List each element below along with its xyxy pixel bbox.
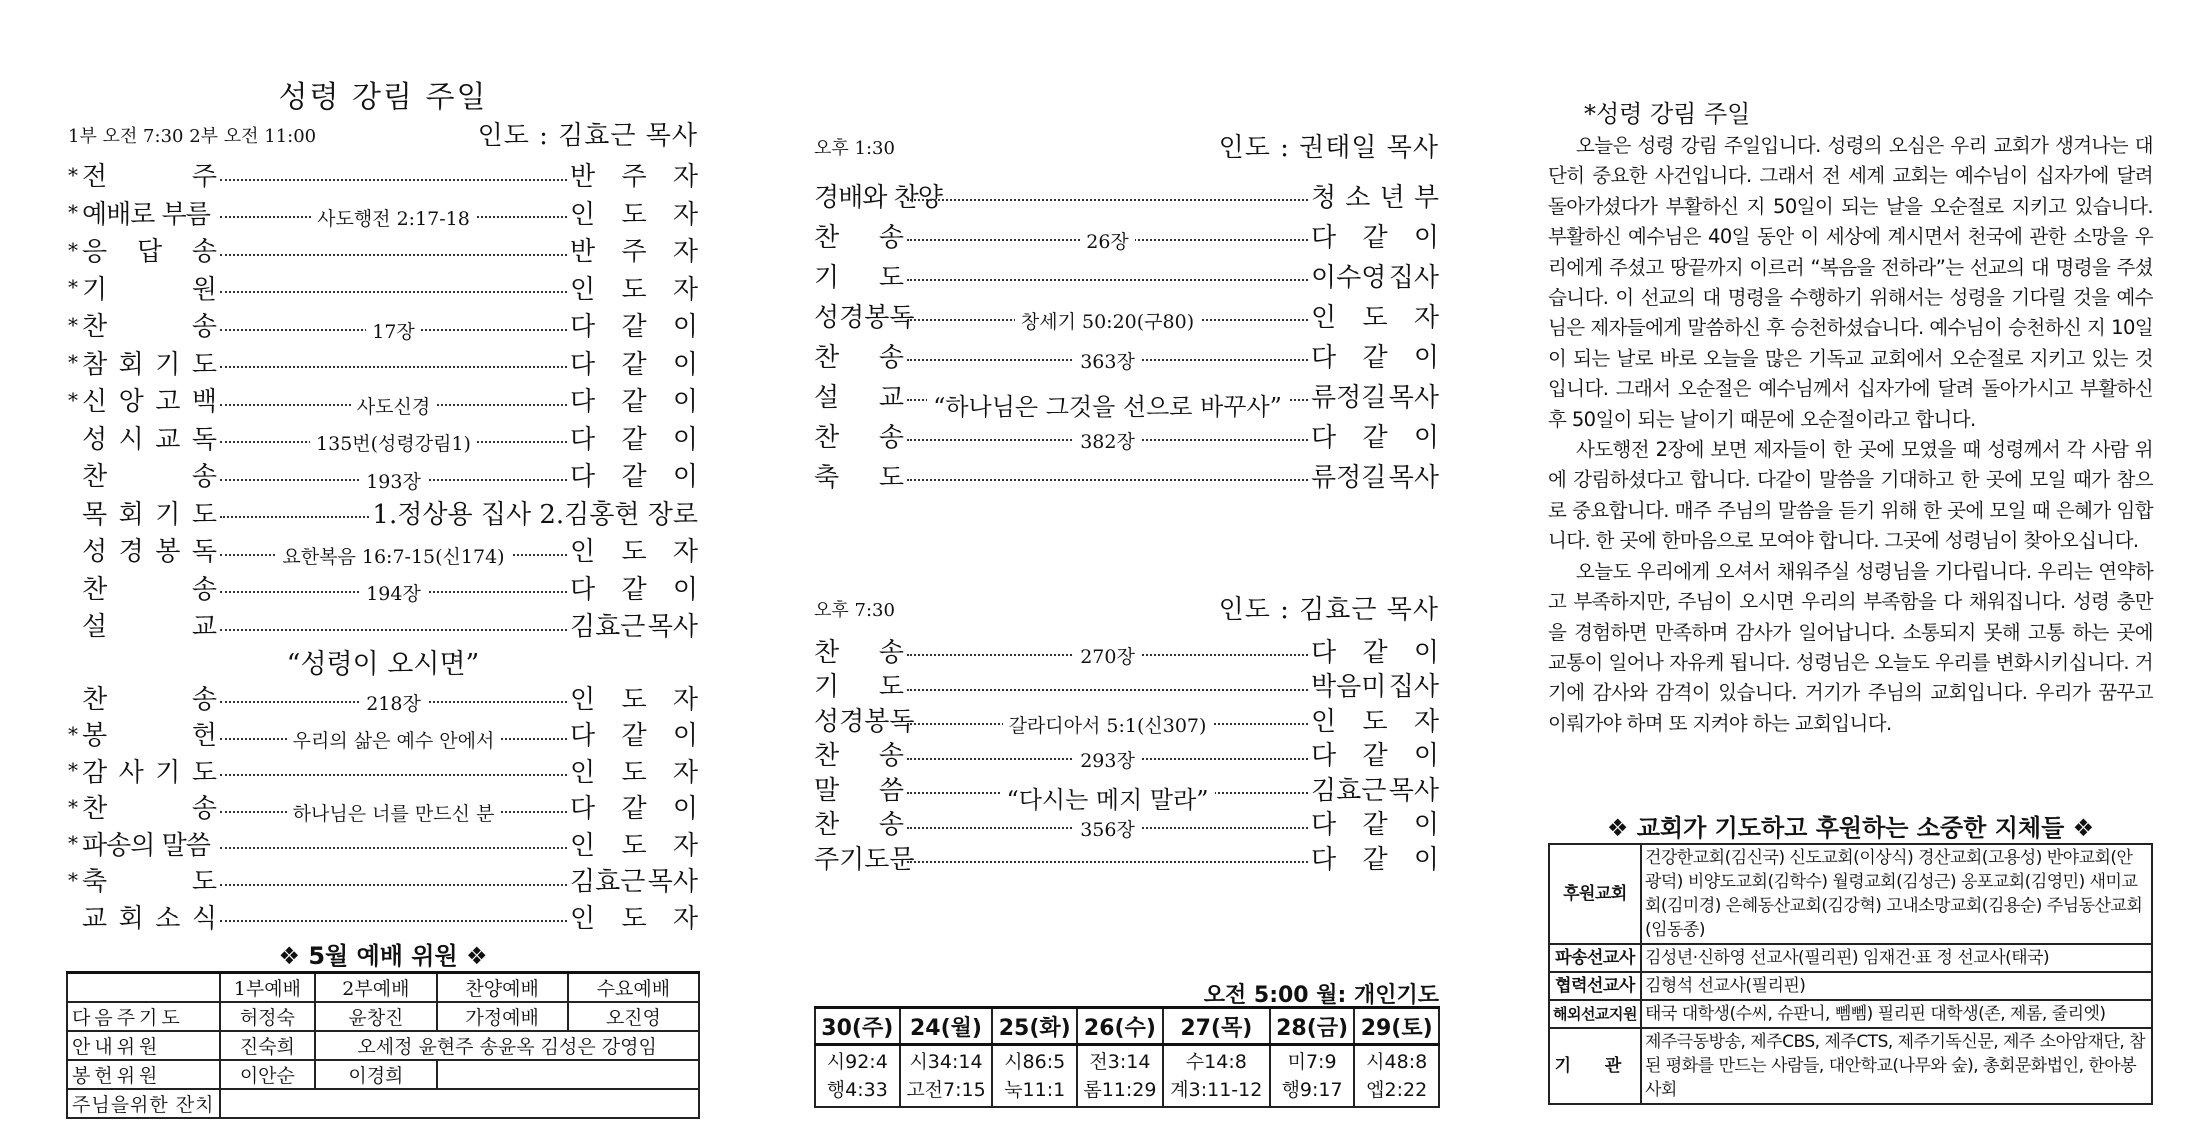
order-person: 김효근 목사 xyxy=(570,867,698,898)
order-person: 류정길 목사 xyxy=(1311,382,1439,413)
standing-mark: * xyxy=(68,831,78,856)
leader-dots xyxy=(220,320,567,343)
order-detail: 17장 xyxy=(366,317,421,344)
order-detail: 293장 xyxy=(1074,746,1141,773)
leader-dots xyxy=(907,646,1308,669)
standing-mark: * xyxy=(68,200,78,225)
order-row xyxy=(814,702,1439,737)
day-header: 25(화) xyxy=(992,1008,1077,1045)
order-item: 찬 송 xyxy=(814,637,904,668)
order-person: 반 주 자 xyxy=(570,162,698,193)
order-person: 다 같 이 xyxy=(570,462,698,493)
order-row xyxy=(68,716,698,753)
leader-dots xyxy=(220,847,567,849)
reading-line: 눅11:1 xyxy=(1004,1079,1066,1101)
order-detail: “하나님은 그것을 선으로 바꾸사” xyxy=(927,387,1288,422)
day-header: 30(주) xyxy=(815,1008,900,1045)
duty-cell: 윤창진 xyxy=(315,1002,436,1031)
order-detail: 사도행전 2:17-18 xyxy=(311,204,476,231)
leader-dots xyxy=(220,470,567,493)
leader-dots xyxy=(907,311,1308,333)
order-detail: 요한복음 16:7-15(신174) xyxy=(276,542,510,569)
order-person: 인 도 자 xyxy=(570,684,698,715)
order-item: 주 기 도 문 xyxy=(814,844,915,875)
standing-mark: * xyxy=(68,794,78,819)
essay-title: *성령 강림 주일 xyxy=(1584,100,1751,128)
order-detail: 하나님은 너를 만드신 분 xyxy=(287,799,501,826)
reading-line: 고전7:15 xyxy=(906,1079,986,1101)
duty-row xyxy=(67,1031,699,1060)
order-row xyxy=(814,215,1439,255)
order-item: 성 시 교 독 xyxy=(82,424,217,455)
order-person: 다 같 이 xyxy=(1311,741,1439,772)
order-row xyxy=(68,344,698,382)
duty-header: 찬양예배 xyxy=(437,973,568,1003)
day-reading xyxy=(992,1045,1077,1108)
duty-title: ❖ 5월 예배 위원 ❖ xyxy=(278,942,488,970)
reading-line: 시92:4 xyxy=(826,1051,888,1073)
leader-dots xyxy=(220,208,567,231)
order-item: 찬 송 xyxy=(814,342,904,373)
mission-value: 김성년·신하영 선교사(필리핀) 임재건·표 정 선교사(태국) xyxy=(1641,944,2152,972)
order-person: 인 도 자 xyxy=(570,274,698,305)
mission-key: 협력선교사 xyxy=(1549,972,1641,1000)
worship-order-part2 xyxy=(68,679,698,935)
order-item: 찬 송 xyxy=(814,810,904,841)
order-item: 찬 송 xyxy=(82,312,217,343)
order-item: 설 교 xyxy=(82,612,217,643)
reading-line: 행4:33 xyxy=(826,1079,888,1101)
mission-value: 김형석 선교사(필리핀) xyxy=(1641,972,2152,1000)
standing-mark: * xyxy=(68,162,78,187)
reading-line: 계3:11-12 xyxy=(1170,1079,1263,1101)
order-person: 다 같 이 xyxy=(570,424,698,455)
duty-cell: 오세정 윤현주 송윤옥 김성은 강영임 xyxy=(315,1031,699,1060)
service-times: 1부 오전 7:30 2부 오전 11:00 xyxy=(68,126,317,147)
order-person: 다 같 이 xyxy=(570,349,698,380)
order-person: 다 같 이 xyxy=(1311,342,1439,373)
order-row xyxy=(68,419,698,457)
order-person: 1.정상용 집사 2.김홍현 장로 xyxy=(372,499,698,530)
order-row xyxy=(68,269,698,307)
order-row xyxy=(68,789,698,826)
duty-table xyxy=(66,971,700,1119)
leader-dots xyxy=(220,516,369,518)
reading-line: 시86:5 xyxy=(1004,1051,1066,1073)
duty-row xyxy=(67,1089,699,1118)
mission-row xyxy=(1549,972,2152,1000)
standing-mark: * xyxy=(68,237,78,262)
order-row xyxy=(814,375,1439,421)
day-reading xyxy=(1077,1045,1163,1108)
duty-cell: 진숙희 xyxy=(220,1031,316,1060)
day-header: 24(월) xyxy=(900,1008,993,1045)
afternoon-order xyxy=(814,175,1439,495)
order-person: 인 도 자 xyxy=(570,199,698,230)
leader-dots xyxy=(907,351,1308,373)
order-item: 축 도 xyxy=(814,462,904,493)
day-reading xyxy=(815,1045,900,1108)
duty-cell xyxy=(437,1060,699,1089)
order-item: 경배와 찬양 xyxy=(814,182,942,213)
order-row xyxy=(814,295,1439,335)
order-detail: 우리의 삶은 예수 안에서 xyxy=(287,726,501,753)
order-item: 찬 송 xyxy=(82,684,217,715)
morning-service-header xyxy=(68,118,698,152)
essay-paragraph: 오늘도 우리에게 오셔서 채워주실 성령님을 기다립니다. 우리는 연약하고 부족하지만, 주님이 오시면 우리의 부족함을 다 채워집니다. 성령 충만을 경험하면 만족하며 감사가 일어납니다. 소통되지 못해 고통 하는 곳에 교통이 일어나 자유케 됩니다. 성령님은 오늘도 우리를 변화시키십니다. 거기에 감사와 감격이 있습니다. 거기가 주님의 교회입니다. 우리가 꿈꾸고 이뤄가야 하며 또 지켜야 하는 교회입니다. xyxy=(1548,559,2153,735)
leader-dots xyxy=(907,749,1308,772)
duty-row xyxy=(67,1002,699,1031)
order-item: 봉 헌 xyxy=(82,721,217,752)
order-person: 다 같 이 xyxy=(570,387,698,418)
standing-mark: * xyxy=(68,275,78,300)
order-item: 성 경 봉 독 xyxy=(814,706,915,737)
order-row xyxy=(68,456,698,494)
day-reading xyxy=(1163,1045,1270,1108)
mission-title: ❖ 교회가 기도하고 후원하는 소중한 지체들 ❖ xyxy=(1606,814,2095,842)
duty-label: 봉헌위원 xyxy=(67,1060,220,1089)
order-item: 설 교 xyxy=(814,382,904,413)
order-item: 찬 송 xyxy=(82,574,217,605)
order-person: 다 같 이 xyxy=(1311,637,1439,668)
duty-cell: 이경희 xyxy=(315,1060,436,1089)
duty-label: 주님을위한 잔치 xyxy=(67,1089,220,1118)
day-header-row xyxy=(815,1008,1439,1045)
order-row xyxy=(68,231,698,269)
order-person: 다 같 이 xyxy=(570,794,698,825)
day-reading xyxy=(900,1045,993,1108)
order-row xyxy=(814,255,1439,295)
daily-reading-table xyxy=(814,1006,1440,1108)
service-title: 성령 강림 주일 xyxy=(278,80,488,115)
order-person: 다 같 이 xyxy=(1311,844,1439,875)
standing-mark: * xyxy=(68,387,78,412)
order-person: 다 같 이 xyxy=(1311,422,1439,453)
duty-header: 2부예배 xyxy=(315,973,436,1003)
leader-dots xyxy=(907,689,1308,691)
leader-dots xyxy=(220,291,567,293)
service-leader: 인도 : 김효근 목사 xyxy=(477,121,698,151)
duty-cell: 허정숙 xyxy=(220,1002,316,1031)
order-person: 인 도 자 xyxy=(570,830,698,861)
leader-dots xyxy=(220,693,567,716)
duty-cell: 이안순 xyxy=(220,1060,316,1089)
order-person: 다 같 이 xyxy=(1311,810,1439,841)
order-item: 교 회 소 식 xyxy=(82,903,217,934)
mission-value: 건강한교회(김신국) 신도교회(이상식) 경산교회(고용성) 반야교회(안광덕) 비양도교회(김학수) 월령교회(김성근) 옹포교회(김영민) 새미교회(김미경) 은혜동산교회(김강혁) 고내소망교회(김용순) 주님동산교회(임동종) xyxy=(1641,844,2152,944)
essay-paragraph: 사도행전 2장에 보면 제자들이 한 곳에 모였을 때 성령께서 각 사람 위에 강림하셨다고 합니다. 다같이 말씀을 기대하고 한 곳에 모일 때가 참으로 중요합니다. 매주 주님의 말씀을 듣기 위해 한 곳에 모일 때 은혜가 임합니다. 한 곳에 한마음으로 모여야 합니다. 그곳에 성령님이 찾아오십니다. xyxy=(1548,438,2153,553)
order-detail: 사도신경 xyxy=(351,392,436,419)
order-row xyxy=(814,633,1439,668)
order-person: 다 같 이 xyxy=(570,574,698,605)
leader-dots xyxy=(220,254,567,256)
duty-header: 1부예배 xyxy=(220,973,316,1003)
order-item: 찬 송 xyxy=(814,741,904,772)
reading-line: 수14:8 xyxy=(1185,1051,1247,1073)
order-row xyxy=(68,898,698,935)
order-person: 다 같 이 xyxy=(570,312,698,343)
leader-dots xyxy=(220,583,567,606)
order-detail: 193장 xyxy=(360,467,427,494)
order-row xyxy=(814,335,1439,375)
leader-dots xyxy=(907,786,1308,815)
duty-cell xyxy=(220,1089,699,1118)
order-row xyxy=(814,175,1439,215)
order-detail: 26장 xyxy=(1080,227,1135,254)
duty-header: 수요예배 xyxy=(568,973,699,1003)
leader-dots xyxy=(907,431,1308,453)
order-row xyxy=(68,194,698,232)
leader-dots xyxy=(220,366,567,368)
order-row xyxy=(68,494,698,532)
order-item: 목 회 기 도 xyxy=(82,499,217,530)
leader-dots xyxy=(220,802,567,825)
duty-row xyxy=(67,1060,699,1089)
mission-row xyxy=(1549,944,2152,972)
order-row xyxy=(68,752,698,789)
afternoon-leader: 인도 : 권태일 목사 xyxy=(1218,133,1439,163)
order-detail: 218장 xyxy=(360,689,427,716)
evening-time: 오후 7:30 xyxy=(814,600,895,621)
order-person: 인 도 자 xyxy=(1311,302,1439,333)
leader-dots xyxy=(907,818,1308,841)
order-row xyxy=(814,737,1439,772)
mission-value: 태국 대학생(수씨, 슈판니, 뻼뻼) 필리핀 대학생(존, 제롬, 줄리엣) xyxy=(1641,1000,2152,1028)
order-item: 예배로 부름 xyxy=(82,199,210,230)
dawn-prayer-heading: 오전 5:00 월: 개인기도 xyxy=(1203,983,1439,1008)
order-row xyxy=(814,771,1439,815)
leader-dots xyxy=(220,729,567,752)
leader-dots xyxy=(220,774,567,776)
standing-mark: * xyxy=(68,758,78,783)
order-item: 말 씀 xyxy=(814,775,904,806)
mission-key: 기 관 xyxy=(1549,1028,1641,1104)
day-reading xyxy=(1354,1045,1439,1108)
order-item: 찬 송 xyxy=(814,422,904,453)
order-item: 찬 송 xyxy=(82,794,217,825)
evening-order xyxy=(814,633,1439,875)
duty-cell: 가정예배 xyxy=(437,1002,568,1031)
leader-dots xyxy=(220,545,567,568)
order-person: 이수영 집사 xyxy=(1311,262,1439,293)
duty-label: 안내위원 xyxy=(67,1031,220,1060)
afternoon-service-header xyxy=(814,130,1439,164)
reading-line: 롬11:29 xyxy=(1083,1079,1157,1101)
leader-dots xyxy=(220,884,567,886)
order-item: 감 사 기 도 xyxy=(82,757,217,788)
order-item: 성 경 봉 독 xyxy=(814,302,915,333)
essay-body xyxy=(1548,131,2153,739)
order-row xyxy=(68,531,698,569)
order-item: 응 답 송 xyxy=(82,237,217,268)
mission-key: 파송선교사 xyxy=(1549,944,1641,972)
order-person: 다 같 이 xyxy=(570,721,698,752)
sermon-title: “성령이 오시면” xyxy=(286,649,480,680)
order-row xyxy=(68,156,698,194)
order-row xyxy=(68,825,698,862)
order-item: 파송의 말씀 xyxy=(82,830,210,861)
order-detail: 창세기 50:20(구80) xyxy=(1015,307,1200,334)
essay-paragraph: 오늘은 성령 강림 주일입니다. 성령의 오심은 우리 교회가 생겨나는 대단히 중요한 사건입니다. 그래서 전 세계 교회는 예수님이 십자가에 달려 돌아가셨다가 부활하신 지 50일이 되는 날을 오순절로 지키고 있습니다. 부활하신 예수님은 40일 동안 이 세상에 계시면서 천국에 관한 소망을 우리에게 주셨고 땅끝까지 이르러 “복음을 전하라”는 선교의 대 명령을 주셨습니다. 이 선교의 대 명령을 수행하기 위해서는 성령을 기다릴 것을 예수님은 제자들에게 말씀하신 후 승천하셨습니다. 예수님이 승천하신 지 10일이 되는 날로 바로 오늘을 많은 기독교 교회에서 오순절로 지키고 있는 것입니다. 그래서 오순절은 예수님께서 십자가에 달려 돌아가시고 부활하신 후 50일이 되는 날이기 때문에 오순절이라고 합니다. xyxy=(1548,134,2153,431)
order-detail: “다시는 메지 말라” xyxy=(1000,780,1214,815)
order-detail: 194장 xyxy=(360,579,427,606)
order-item: 참 회 기 도 xyxy=(82,349,217,380)
worship-order-part1 xyxy=(68,156,698,644)
reading-line: 미7:9 xyxy=(1287,1051,1337,1073)
leader-dots xyxy=(220,395,567,418)
order-person: 인 도 자 xyxy=(570,537,698,568)
order-detail: 갈라디아서 5:1(신307) xyxy=(1003,711,1213,738)
duty-header-blank xyxy=(67,973,220,1003)
leader-dots xyxy=(907,861,1308,863)
standing-mark: * xyxy=(68,721,78,746)
mission-key: 후원교회 xyxy=(1549,844,1641,944)
order-item: 기 도 xyxy=(814,672,904,703)
order-detail: 270장 xyxy=(1074,642,1141,669)
order-item: 기 원 xyxy=(82,274,217,305)
day-header: 29(토) xyxy=(1354,1008,1439,1045)
leader-dots xyxy=(907,479,1308,481)
standing-mark: * xyxy=(68,312,78,337)
duty-label: 다음주기도 xyxy=(67,1002,220,1031)
order-item: 찬 송 xyxy=(82,462,217,493)
order-person: 박음미 집사 xyxy=(1311,672,1439,703)
reading-line: 전3:14 xyxy=(1089,1051,1151,1073)
leader-dots xyxy=(907,715,1308,738)
mission-row xyxy=(1549,1028,2152,1104)
leader-dots xyxy=(220,920,567,922)
order-item: 성 경 봉 독 xyxy=(82,537,217,568)
afternoon-time: 오후 1:30 xyxy=(814,138,895,159)
day-reading-row xyxy=(815,1045,1439,1108)
evening-service-header xyxy=(814,592,1439,626)
reading-line: 시48:8 xyxy=(1366,1051,1428,1073)
order-item: 신 앙 고 백 xyxy=(82,387,217,418)
evening-leader: 인도 : 김효근 목사 xyxy=(1218,595,1439,625)
mission-table xyxy=(1548,843,2153,1105)
order-row xyxy=(68,862,698,899)
order-row xyxy=(68,569,698,607)
order-person: 류정길 목사 xyxy=(1311,462,1439,493)
order-item: 축 도 xyxy=(82,867,217,898)
order-row xyxy=(68,381,698,419)
order-person: 김효근 목사 xyxy=(570,612,698,643)
day-header: 26(수) xyxy=(1077,1008,1163,1045)
leader-dots xyxy=(220,629,567,631)
order-row xyxy=(814,668,1439,703)
mission-row xyxy=(1549,844,2152,944)
day-reading xyxy=(1270,1045,1355,1108)
order-row xyxy=(68,306,698,344)
order-row xyxy=(814,840,1439,875)
order-detail: 356장 xyxy=(1074,815,1141,842)
order-person: 다 같 이 xyxy=(1311,222,1439,253)
reading-line: 엡2:22 xyxy=(1366,1079,1428,1101)
mission-key: 해외선교지원 xyxy=(1549,1000,1641,1028)
day-header: 27(목) xyxy=(1163,1008,1270,1045)
order-item: 기 도 xyxy=(814,262,904,293)
order-person: 반 주 자 xyxy=(570,237,698,268)
leader-dots xyxy=(907,231,1308,253)
duty-cell: 오진영 xyxy=(568,1002,699,1031)
mission-value: 제주극동방송, 제주CBS, 제주CTS, 제주기독신문, 제주 소아암재단, 참된 평화를 만드는 사람들, 대안학교(나무와 숲), 총회문화법인, 한아봉사회 xyxy=(1641,1028,2152,1104)
order-row xyxy=(814,455,1439,495)
leader-dots xyxy=(220,179,567,181)
reading-line: 시34:14 xyxy=(909,1051,983,1073)
standing-mark: * xyxy=(68,867,78,892)
reading-line: 행9:17 xyxy=(1281,1079,1343,1101)
order-person: 인 도 자 xyxy=(570,757,698,788)
order-detail: 135번(성령강림1) xyxy=(310,429,477,456)
order-person: 김효근 목사 xyxy=(1311,775,1439,806)
leader-dots xyxy=(907,279,1308,281)
day-header: 28(금) xyxy=(1270,1008,1355,1045)
order-detail: 382장 xyxy=(1074,427,1141,454)
leader-dots xyxy=(907,393,1308,421)
order-detail: 363장 xyxy=(1074,347,1141,374)
standing-mark: * xyxy=(68,350,78,375)
leader-dots xyxy=(220,433,567,456)
order-person: 인 도 자 xyxy=(1311,706,1439,737)
order-person: 청 소 년 부 xyxy=(1311,182,1439,213)
mission-row xyxy=(1549,1000,2152,1028)
order-item: 찬 송 xyxy=(814,222,904,253)
order-row xyxy=(68,679,698,716)
order-item: 전 주 xyxy=(82,162,217,193)
leader-dots xyxy=(907,199,1308,201)
order-person: 인 도 자 xyxy=(570,903,698,934)
order-row xyxy=(68,606,698,644)
